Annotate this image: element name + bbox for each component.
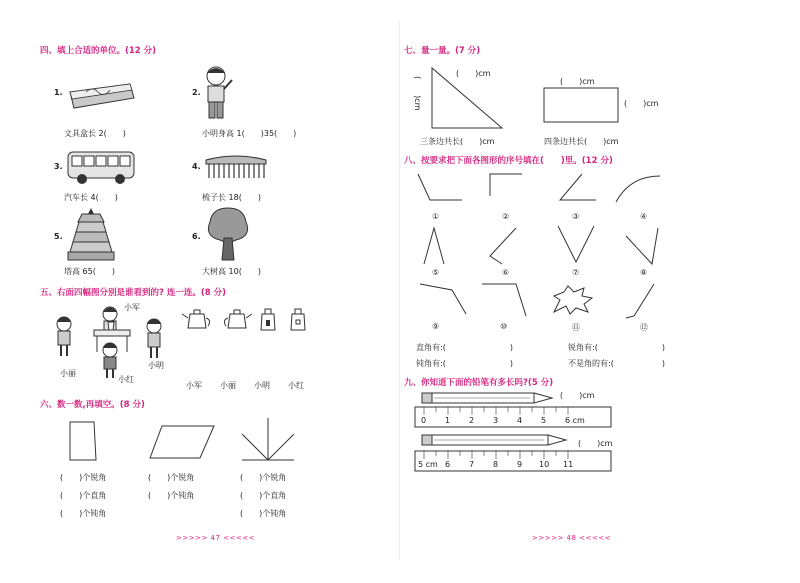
section-6-title: 六、数一数,再填空。(8 分) (40, 400, 145, 410)
tree-icon (204, 204, 252, 262)
ruler-2 (414, 450, 614, 472)
ruler-1-mark-4: 4 (517, 416, 523, 425)
shape-10 (480, 282, 530, 318)
ruler-1-mark-3: 3 (493, 416, 499, 425)
section-7-title: 七、量一量。(7 分) (404, 46, 481, 56)
answer-right-angles: 直角有:( ) (416, 343, 513, 352)
ruler-2-mark-11: 11 (563, 460, 574, 469)
ruler-2-mark-9: 9 (517, 460, 523, 469)
pagoda-icon (66, 206, 116, 262)
ruler-2-mark-5: 5 cm (418, 460, 438, 469)
label-xiaojun: 小军 (124, 303, 140, 312)
option-xiaohong: 小红 (288, 381, 304, 390)
section-4-title: 四、填上合适的单位。(12 分) (40, 46, 157, 56)
option-xiaojun: 小军 (186, 381, 202, 390)
label-11: ⑪ (572, 323, 580, 332)
pencil-1-blank: ( )cm (560, 391, 595, 400)
page-number-48: >>>>> 48 <<<<< (532, 534, 612, 542)
col3-right: ( )个直角 (240, 491, 287, 500)
item-6-text: 大树高 10( ) (202, 267, 261, 276)
item-4-number: 4. (192, 162, 201, 171)
shape-8 (622, 226, 662, 266)
label-2: ② (502, 212, 510, 221)
parallelogram-shape (148, 424, 218, 462)
rectangle-shape (542, 86, 622, 126)
ruler-2-mark-10: 10 (539, 460, 550, 469)
shape-11 (550, 284, 596, 316)
item-6-number: 6. (192, 232, 201, 241)
pencil-1-icon (420, 390, 560, 406)
ruler-2-mark-7: 7 (469, 460, 475, 469)
trapezoid-shape (66, 418, 100, 464)
ruler-2-mark-8: 8 (493, 460, 499, 469)
label-1: ① (432, 212, 440, 221)
pencil-2-blank: ( )cm (578, 439, 613, 448)
item-4-text: 梳子长 18( ) (202, 193, 261, 202)
shape-4 (614, 174, 664, 204)
shape-1 (416, 172, 466, 204)
shape-7 (556, 224, 596, 266)
bus-icon (66, 150, 138, 186)
ruler-1-mark-0: 0 (421, 416, 427, 425)
label-12: ⑫ (640, 323, 648, 332)
option-xiaoming: 小明 (254, 381, 270, 390)
shape-6 (486, 226, 526, 266)
item-5-number: 5. (54, 232, 63, 241)
boy-icon (200, 64, 236, 124)
answer-acute-angles: 锐角有:( ) (568, 343, 665, 352)
col1-obtuse: ( )个钝角 (60, 509, 107, 518)
label-5: ⑤ (432, 268, 440, 277)
label-4: ④ (640, 212, 648, 221)
col1-right: ( )个直角 (60, 491, 107, 500)
label-8: ⑧ (640, 268, 648, 277)
label-7: ⑦ (572, 268, 580, 277)
label-10: ⑩ (500, 322, 508, 331)
rect-top-blank: ( )cm (560, 77, 595, 86)
item-3-number: 3. (54, 162, 63, 171)
label-6: ⑥ (502, 268, 510, 277)
shape-2 (486, 172, 526, 204)
section-8-title: 八、按要求把下面各图形的序号填在( )里。(12 分) (404, 156, 613, 166)
col1-acute: ( )个锐角 (60, 473, 107, 482)
item-5-text: 塔高 65( ) (64, 267, 115, 276)
item-2-text: 小明身高 1( )35( ) (202, 129, 297, 138)
tri-side-blank: ( )cm (413, 76, 422, 111)
teapot-views-icon (182, 306, 322, 334)
ruler-1-mark-6: 6 cm (565, 416, 585, 425)
comb-icon (204, 152, 268, 182)
col2-acute: ( )个锐角 (148, 473, 195, 482)
section-5-title: 五、右面四幅图分别是谁看到的? 连一连。(8 分) (40, 288, 227, 298)
tri-top-blank: ( )cm (456, 69, 491, 78)
ruler-2-mark-6: 6 (445, 460, 451, 469)
item-1-number: 1. (54, 88, 63, 97)
label-xiaoli: 小丽 (60, 369, 76, 378)
item-2-number: 2. (192, 88, 201, 97)
ruler-1-mark-2: 2 (469, 416, 475, 425)
pencil-box-icon (66, 78, 136, 112)
section-9-title: 九、你知道下面的铅笔有多长吗?(5 分) (404, 378, 554, 388)
col3-acute: ( )个锐角 (240, 473, 287, 482)
shape-9 (418, 282, 470, 318)
shape-5 (420, 226, 450, 266)
shape-3 (558, 172, 598, 204)
pencil-2-icon (420, 432, 580, 448)
label-9: ⑨ (432, 322, 440, 331)
rect-side-blank: ( )cm (624, 99, 659, 108)
ruler-1-mark-5: 5 (541, 416, 547, 425)
option-xiaoli: 小丽 (220, 381, 236, 390)
answer-not-angles: 不是角的有:( ) (568, 359, 665, 368)
col3-obtuse: ( )个钝角 (240, 509, 287, 518)
shape-12 (624, 282, 660, 320)
item-3-text: 汽车长 4( ) (64, 193, 118, 202)
col2-obtuse: ( )个钝角 (148, 491, 195, 500)
rect-perimeter: 四条边共长( )cm (544, 137, 619, 146)
page-divider (399, 20, 400, 560)
label-xiaohong: 小红 (118, 375, 134, 384)
label-xiaoming: 小明 (148, 361, 164, 370)
rays-shape (240, 416, 296, 464)
tri-perimeter: 三条边共长( )cm (420, 137, 495, 146)
ruler-1-mark-1: 1 (445, 416, 451, 425)
label-3: ③ (572, 212, 580, 221)
item-1-text: 文具盒长 2( ) (64, 129, 126, 138)
page-number-47: >>>>> 47 <<<<< (176, 534, 256, 542)
answer-obtuse-angles: 钝角有:( ) (416, 359, 513, 368)
